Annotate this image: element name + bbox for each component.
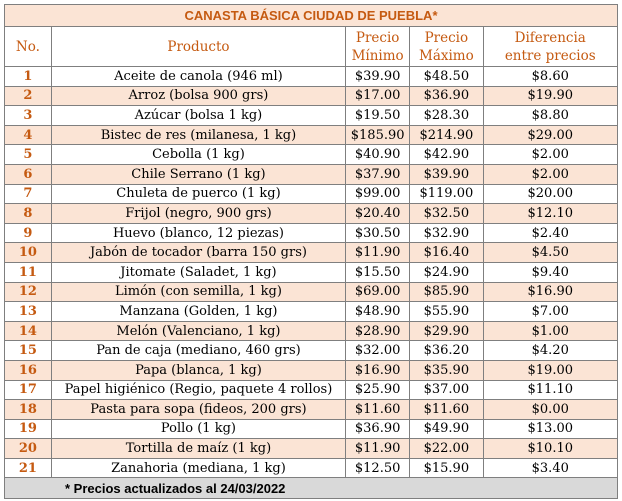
cell-producto: Pan de caja (mediano, 460 grs) (51, 341, 345, 361)
cell-precio-minimo: $15.50 (346, 262, 410, 282)
cell-diferencia: $4.20 (483, 341, 617, 361)
table-row (5, 86, 618, 106)
cell-precio-minimo: $32.00 (346, 341, 410, 361)
cell-precio-maximo: $85.90 (410, 282, 483, 302)
cell-no: 2 (5, 86, 52, 106)
table-row (5, 106, 618, 126)
cell-producto: Azúcar (bolsa 1 kg) (51, 106, 345, 126)
cell-diferencia: $2.00 (483, 145, 617, 165)
cell-producto: Jabón de tocador (barra 150 grs) (51, 243, 345, 263)
cell-diferencia: $19.90 (483, 86, 617, 106)
table-row (5, 321, 618, 341)
cell-diferencia: $10.10 (483, 439, 617, 459)
cell-precio-maximo: $36.20 (410, 341, 483, 361)
header-dif-line2: entre precios (504, 47, 596, 64)
cell-precio-maximo: $35.90 (410, 360, 483, 380)
cell-precio-maximo: $11.60 (410, 400, 483, 420)
table-row (5, 380, 618, 400)
cell-precio-minimo: $16.90 (346, 360, 410, 380)
cell-no: 9 (5, 223, 52, 243)
cell-precio-minimo: $39.90 (346, 67, 410, 87)
cell-diferencia: $2.40 (483, 223, 617, 243)
header-max-line2: Máximo (419, 47, 474, 64)
cell-no: 17 (5, 380, 52, 400)
header-diferencia (483, 27, 617, 67)
cell-diferencia: $16.90 (483, 282, 617, 302)
table-row (5, 184, 618, 204)
cell-precio-maximo: $24.90 (410, 262, 483, 282)
cell-precio-minimo: $99.00 (346, 184, 410, 204)
cell-producto: Tortilla de maíz (1 kg) (51, 439, 345, 459)
cell-producto: Papa (blanca, 1 kg) (51, 360, 345, 380)
cell-precio-maximo: $119.00 (410, 184, 483, 204)
cell-precio-minimo: $36.90 (346, 419, 410, 439)
header-max-line1: Precio (424, 29, 469, 46)
cell-no: 13 (5, 302, 52, 322)
price-table-container (4, 4, 618, 499)
cell-precio-maximo: $48.50 (410, 67, 483, 87)
cell-diferencia: $0.00 (483, 400, 617, 420)
cell-precio-minimo: $19.50 (346, 106, 410, 126)
cell-precio-maximo: $49.90 (410, 419, 483, 439)
cell-no: 14 (5, 321, 52, 341)
cell-precio-maximo: $55.90 (410, 302, 483, 322)
cell-no: 18 (5, 400, 52, 420)
cell-precio-maximo: $214.90 (410, 125, 483, 145)
cell-precio-maximo: $29.90 (410, 321, 483, 341)
cell-producto: Chuleta de puerco (1 kg) (51, 184, 345, 204)
cell-precio-minimo: $37.90 (346, 164, 410, 184)
table-row (5, 243, 618, 263)
cell-precio-minimo: $69.00 (346, 282, 410, 302)
header-precio-minimo (346, 27, 410, 67)
cell-precio-maximo: $32.90 (410, 223, 483, 243)
cell-producto: Manzana (Golden, 1 kg) (51, 302, 345, 322)
cell-precio-maximo: $22.00 (410, 439, 483, 459)
cell-no: 11 (5, 262, 52, 282)
cell-diferencia: $4.50 (483, 243, 617, 263)
cell-precio-minimo: $17.00 (346, 86, 410, 106)
cell-precio-maximo: $28.30 (410, 106, 483, 126)
table-row (5, 419, 618, 439)
cell-diferencia: $13.00 (483, 419, 617, 439)
cell-precio-maximo: $42.90 (410, 145, 483, 165)
cell-precio-minimo: $40.90 (346, 145, 410, 165)
cell-producto: Huevo (blanco, 12 piezas) (51, 223, 345, 243)
cell-producto: Aceite de canola (946 ml) (51, 67, 345, 87)
table-body (5, 67, 618, 478)
cell-producto: Chile Serrano (1 kg) (51, 164, 345, 184)
cell-precio-maximo: $15.90 (410, 458, 483, 478)
cell-producto: Papel higiénico (Regio, paquete 4 rollos) (51, 380, 345, 400)
cell-precio-minimo: $11.90 (346, 243, 410, 263)
cell-no: 10 (5, 243, 52, 263)
cell-precio-maximo: $37.00 (410, 380, 483, 400)
cell-diferencia: $12.10 (483, 204, 617, 224)
cell-diferencia: $7.00 (483, 302, 617, 322)
table-row (5, 282, 618, 302)
cell-producto: Pasta para sopa (fideos, 200 grs) (51, 400, 345, 420)
cell-producto: Melón (Valenciano, 1 kg) (51, 321, 345, 341)
table-title-row (5, 5, 618, 27)
table-title: CANASTA BÁSICA CIUDAD DE PUEBLA* (5, 5, 618, 27)
cell-producto: Arroz (bolsa 900 grs) (51, 86, 345, 106)
cell-producto: Cebolla (1 kg) (51, 145, 345, 165)
header-dif-line1: Diferencia (514, 29, 586, 46)
cell-diferencia: $20.00 (483, 184, 617, 204)
cell-producto: Limón (con semilla, 1 kg) (51, 282, 345, 302)
table-row (5, 400, 618, 420)
header-min-line1: Precio (355, 29, 400, 46)
cell-diferencia: $8.80 (483, 106, 617, 126)
header-producto: Producto (51, 27, 345, 67)
cell-producto: Bistec de res (milanesa, 1 kg) (51, 125, 345, 145)
cell-precio-maximo: $36.90 (410, 86, 483, 106)
header-no: No. (5, 27, 52, 67)
table-row (5, 262, 618, 282)
cell-producto: Zanahoria (mediana, 1 kg) (51, 458, 345, 478)
cell-precio-maximo: $32.50 (410, 204, 483, 224)
table-row (5, 67, 618, 87)
table-row (5, 360, 618, 380)
header-precio-maximo (410, 27, 483, 67)
cell-no: 15 (5, 341, 52, 361)
table-row (5, 341, 618, 361)
cell-no: 3 (5, 106, 52, 126)
table-row (5, 439, 618, 459)
cell-precio-maximo: $39.90 (410, 164, 483, 184)
cell-precio-minimo: $11.90 (346, 439, 410, 459)
table-row (5, 223, 618, 243)
cell-no: 1 (5, 67, 52, 87)
cell-no: 7 (5, 184, 52, 204)
cell-no: 20 (5, 439, 52, 459)
cell-no: 8 (5, 204, 52, 224)
cell-diferencia: $3.40 (483, 458, 617, 478)
table-row (5, 302, 618, 322)
price-table (4, 4, 618, 499)
cell-no: 16 (5, 360, 52, 380)
cell-no: 21 (5, 458, 52, 478)
cell-precio-minimo: $20.40 (346, 204, 410, 224)
cell-precio-minimo: $185.90 (346, 125, 410, 145)
cell-producto: Pollo (1 kg) (51, 419, 345, 439)
cell-precio-maximo: $16.40 (410, 243, 483, 263)
table-row (5, 125, 618, 145)
cell-diferencia: $11.10 (483, 380, 617, 400)
table-row (5, 458, 618, 478)
cell-producto: Frijol (negro, 900 grs) (51, 204, 345, 224)
header-min-line2: Mínimo (351, 47, 404, 64)
cell-diferencia: $8.60 (483, 67, 617, 87)
cell-no: 12 (5, 282, 52, 302)
cell-no: 19 (5, 419, 52, 439)
cell-diferencia: $19.00 (483, 360, 617, 380)
cell-precio-minimo: $48.90 (346, 302, 410, 322)
cell-precio-minimo: $25.90 (346, 380, 410, 400)
cell-diferencia: $2.00 (483, 164, 617, 184)
cell-no: 6 (5, 164, 52, 184)
cell-diferencia: $1.00 (483, 321, 617, 341)
cell-precio-minimo: $12.50 (346, 458, 410, 478)
table-row (5, 164, 618, 184)
table-row (5, 145, 618, 165)
footnote: * Precios actualizados al 24/03/2022 (5, 478, 618, 499)
footnote-row (5, 478, 618, 499)
table-row (5, 204, 618, 224)
cell-diferencia: $29.00 (483, 125, 617, 145)
cell-producto: Jitomate (Saladet, 1 kg) (51, 262, 345, 282)
cell-precio-minimo: $30.50 (346, 223, 410, 243)
cell-diferencia: $9.40 (483, 262, 617, 282)
cell-no: 5 (5, 145, 52, 165)
cell-precio-minimo: $11.60 (346, 400, 410, 420)
table-header-row (5, 27, 618, 67)
cell-no: 4 (5, 125, 52, 145)
cell-precio-minimo: $28.90 (346, 321, 410, 341)
